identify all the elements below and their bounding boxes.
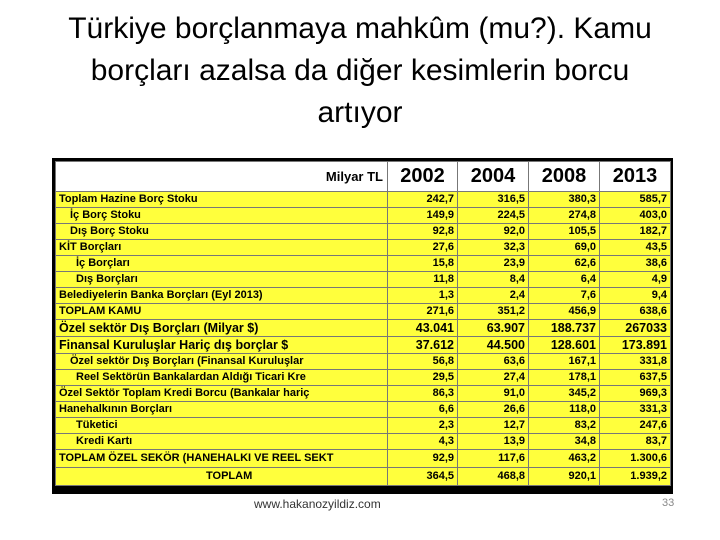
cell-value: 345,2 <box>529 386 600 402</box>
cell-value: 364,5 <box>388 468 458 486</box>
cell-value: 274,8 <box>529 208 600 224</box>
row-label: KİT Borçları <box>56 240 388 256</box>
row-label: Özel sektör Dış Borçları (Milyar $) <box>56 320 388 337</box>
table-row <box>56 450 671 468</box>
cell-value: 463,2 <box>529 450 600 468</box>
row-label: Finansal Kuruluşlar Hariç dış borçlar $ <box>56 337 388 354</box>
cell-value: 12,7 <box>458 418 529 434</box>
cell-value: 1,3 <box>388 288 458 304</box>
cell-value: 173.891 <box>600 337 671 354</box>
row-label: Dış Borç Stoku <box>56 224 388 240</box>
table-row <box>56 418 671 434</box>
row-label: İç Borç Stoku <box>56 208 388 224</box>
cell-value: 267033 <box>600 320 671 337</box>
cell-value: 44.500 <box>458 337 529 354</box>
cell-value: 37.612 <box>388 337 458 354</box>
cell-value: 92,0 <box>458 224 529 240</box>
table-row <box>56 386 671 402</box>
cell-value: 86,3 <box>388 386 458 402</box>
footer-url: www.hakanozyildiz.com <box>254 497 381 511</box>
slide-title <box>20 8 700 134</box>
cell-value: 456,9 <box>529 304 600 320</box>
row-label: TOPLAM ÖZEL SEKÖR (HANEHALKI VE REEL SEKT <box>56 450 388 468</box>
table-row <box>56 240 671 256</box>
cell-value: 331,8 <box>600 354 671 370</box>
cell-value: 11,8 <box>388 272 458 288</box>
cell-value: 182,7 <box>600 224 671 240</box>
cell-value: 43,5 <box>600 240 671 256</box>
cell-value: 167,1 <box>529 354 600 370</box>
cell-value: 43.041 <box>388 320 458 337</box>
cell-value: 224,5 <box>458 208 529 224</box>
title-line-1: Türkiye borçlanmaya mahkûm (mu?). Kamu <box>68 12 652 45</box>
cell-value: 149,9 <box>388 208 458 224</box>
cell-value: 380,3 <box>529 192 600 208</box>
title-line-3: artıyor <box>317 96 403 129</box>
row-label: TOPLAM KAMU <box>56 304 388 320</box>
table-row <box>56 224 671 240</box>
cell-value: 242,7 <box>388 192 458 208</box>
year-header: 2004 <box>458 162 529 192</box>
cell-value: 26,6 <box>458 402 529 418</box>
table-row <box>56 320 671 337</box>
cell-value: 27,4 <box>458 370 529 386</box>
row-label: Toplam Hazine Borç Stoku <box>56 192 388 208</box>
cell-value: 403,0 <box>600 208 671 224</box>
cell-value: 271,6 <box>388 304 458 320</box>
cell-value: 1.300,6 <box>600 450 671 468</box>
cell-value: 69,0 <box>529 240 600 256</box>
cell-value: 178,1 <box>529 370 600 386</box>
debt-table <box>52 158 673 494</box>
table-row <box>56 208 671 224</box>
cell-value: 8,4 <box>458 272 529 288</box>
cell-value: 92,9 <box>388 450 458 468</box>
row-label: Reel Sektörün Bankalardan Aldığı Ticari Kre <box>56 370 388 386</box>
cell-value: 56,8 <box>388 354 458 370</box>
cell-value: 38,6 <box>600 256 671 272</box>
cell-value: 2,4 <box>458 288 529 304</box>
year-header: 2013 <box>600 162 671 192</box>
cell-value: 91,0 <box>458 386 529 402</box>
cell-value: 468,8 <box>458 468 529 486</box>
cell-value: 920,1 <box>529 468 600 486</box>
table-row <box>56 402 671 418</box>
table-row <box>56 288 671 304</box>
cell-value: 117,6 <box>458 450 529 468</box>
table-row <box>56 192 671 208</box>
cell-value: 63.907 <box>458 320 529 337</box>
cell-value: 969,3 <box>600 386 671 402</box>
row-label: Tüketici <box>56 418 388 434</box>
cell-value: 316,5 <box>458 192 529 208</box>
cell-value: 29,5 <box>388 370 458 386</box>
cell-value: 15,8 <box>388 256 458 272</box>
title-line-2: borçları azalsa da diğer kesimlerin borcu <box>90 54 630 87</box>
debt-table-grid <box>55 161 671 486</box>
table-header-row <box>56 162 671 192</box>
row-label: Kredi Kartı <box>56 434 388 450</box>
page-number: 33 <box>662 497 675 509</box>
cell-value: 1.939,2 <box>600 468 671 486</box>
cell-value: 4,9 <box>600 272 671 288</box>
cell-value: 7,6 <box>529 288 600 304</box>
cell-value: 62,6 <box>529 256 600 272</box>
table-row <box>56 272 671 288</box>
cell-value: 32,3 <box>458 240 529 256</box>
table-row <box>56 256 671 272</box>
row-label: İç Borçları <box>56 256 388 272</box>
unit-label: Milyar TL <box>56 162 388 192</box>
table-row-grand-total <box>56 468 671 486</box>
table-row <box>56 354 671 370</box>
row-label: TOPLAM <box>56 468 388 486</box>
cell-value: 34,8 <box>529 434 600 450</box>
cell-value: 83,2 <box>529 418 600 434</box>
cell-value: 9,4 <box>600 288 671 304</box>
row-label: Özel sektör Dış Borçları (Finansal Kuruluşlar <box>56 354 388 370</box>
cell-value: 83,7 <box>600 434 671 450</box>
cell-value: 188.737 <box>529 320 600 337</box>
cell-value: 4,3 <box>388 434 458 450</box>
row-label: Hanehalkının Borçları <box>56 402 388 418</box>
cell-value: 105,5 <box>529 224 600 240</box>
cell-value: 6,4 <box>529 272 600 288</box>
cell-value: 92,8 <box>388 224 458 240</box>
cell-value: 638,6 <box>600 304 671 320</box>
row-label: Dış Borçları <box>56 272 388 288</box>
row-label: Belediyelerin Banka Borçları (Eyl 2013) <box>56 288 388 304</box>
table-row <box>56 434 671 450</box>
cell-value: 585,7 <box>600 192 671 208</box>
cell-value: 637,5 <box>600 370 671 386</box>
cell-value: 13,9 <box>458 434 529 450</box>
cell-value: 6,6 <box>388 402 458 418</box>
year-header: 2008 <box>529 162 600 192</box>
cell-value: 23,9 <box>458 256 529 272</box>
cell-value: 118,0 <box>529 402 600 418</box>
cell-value: 331,3 <box>600 402 671 418</box>
cell-value: 63,6 <box>458 354 529 370</box>
row-label: Özel Sektör Toplam Kredi Borcu (Bankalar hariç <box>56 386 388 402</box>
table-row <box>56 337 671 354</box>
year-header: 2002 <box>388 162 458 192</box>
cell-value: 27,6 <box>388 240 458 256</box>
cell-value: 351,2 <box>458 304 529 320</box>
table-row <box>56 304 671 320</box>
table-row <box>56 370 671 386</box>
cell-value: 2,3 <box>388 418 458 434</box>
cell-value: 247,6 <box>600 418 671 434</box>
cell-value: 128.601 <box>529 337 600 354</box>
